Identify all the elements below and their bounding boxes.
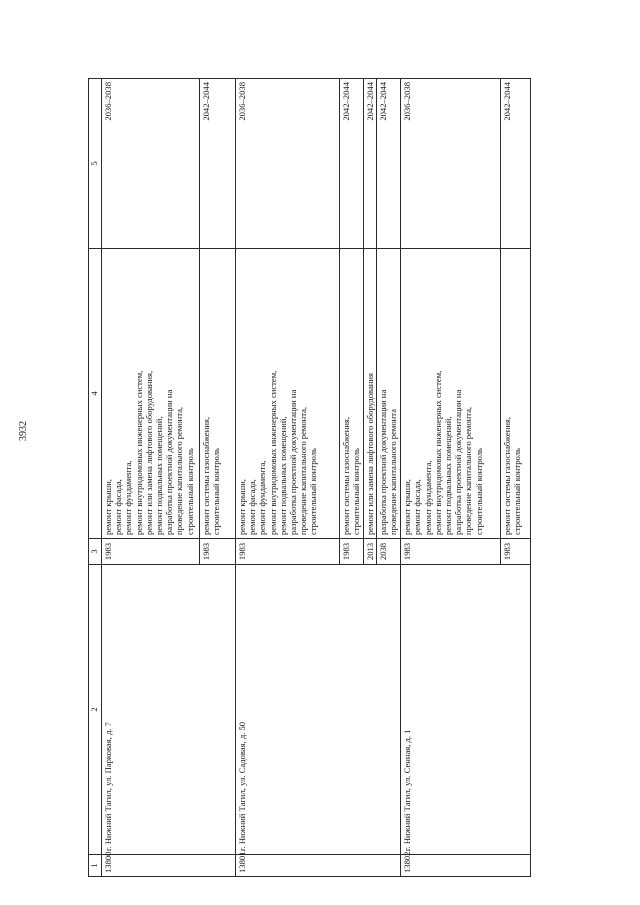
work-cell: ремонт или замена лифтового оборудования bbox=[364, 249, 377, 539]
work-cell: ремонт крыши, ремонт фасада, ремонт фундамента, ремонт внутридомовых инженерных систем, ремонт или замена лифтового оборудования, ремонт подвальных помещений, разработка проектной документации на проведение капитального ремонта, строительный контроль bbox=[102, 249, 200, 539]
address-cell: г. Нижний Тагил, ул. Садовая, д. 50 bbox=[236, 565, 401, 855]
header-col-1: 1 bbox=[89, 855, 102, 877]
row-number: 13801. bbox=[236, 855, 401, 877]
row-number: 13802. bbox=[401, 855, 531, 877]
header-col-5: 5 bbox=[89, 79, 102, 249]
year-cell: 2013 bbox=[364, 539, 377, 565]
row-number: 13800. bbox=[102, 855, 236, 877]
work-cell: ремонт крыши, ремонт фасада, ремонт фундамента, ремонт внутридомовых инженерных систем, ремонт подвальных помещений, разработка проектной документации на проведение капитального ремонта, строительный контроль bbox=[401, 249, 501, 539]
period-cell: 2042–2044 bbox=[200, 79, 236, 249]
year-cell: 1983 bbox=[501, 539, 531, 565]
year-cell: 2038 bbox=[377, 539, 401, 565]
work-cell: разработка проектной документации на проведение капитального ремонта bbox=[377, 249, 401, 539]
work-cell: ремонт крыши, ремонт фасада, ремонт фундамента, ремонт внутридомовых инженерных систем, ремонт подвальных помещений, разработка проектной документации на проведение капитального ремонта, строительный контроль bbox=[236, 249, 340, 539]
year-cell: 1983 bbox=[401, 539, 501, 565]
header-col-3: 3 bbox=[89, 539, 102, 565]
header-row bbox=[89, 79, 102, 877]
period-cell: 2042–2044 bbox=[377, 79, 401, 249]
header-col-4: 4 bbox=[89, 249, 102, 539]
year-cell: 1983 bbox=[236, 539, 340, 565]
period-cell: 2042–2044 bbox=[340, 79, 364, 249]
year-cell: 1983 bbox=[340, 539, 364, 565]
table-row bbox=[401, 79, 501, 877]
table-row bbox=[102, 79, 200, 877]
period-cell: 2036–2038 bbox=[401, 79, 501, 249]
header-col-2: 2 bbox=[89, 565, 102, 855]
repair-schedule-table bbox=[88, 78, 531, 877]
year-cell: 1983 bbox=[102, 539, 200, 565]
rotated-page bbox=[88, 79, 528, 877]
work-cell: ремонт системы газоснабжения, строительный контроль bbox=[200, 249, 236, 539]
work-cell: ремонт системы газоснабжения, строительный контроль bbox=[340, 249, 364, 539]
period-cell: 2036–2038 bbox=[102, 79, 200, 249]
work-cell: ремонт системы газоснабжения, строительный контроль bbox=[501, 249, 531, 539]
address-cell: г. Нижний Тагил, ул. Сенная, д. 1 bbox=[401, 565, 531, 855]
year-cell: 1983 bbox=[200, 539, 236, 565]
period-cell: 2036–2038 bbox=[236, 79, 340, 249]
page-number: 3932 bbox=[18, 421, 29, 441]
period-cell: 2042–2044 bbox=[501, 79, 531, 249]
address-cell: г. Нижний Тагил, ул. Парковая, д. 7 bbox=[102, 565, 236, 855]
table-row bbox=[236, 79, 340, 877]
period-cell: 2042–2044 bbox=[364, 79, 377, 249]
